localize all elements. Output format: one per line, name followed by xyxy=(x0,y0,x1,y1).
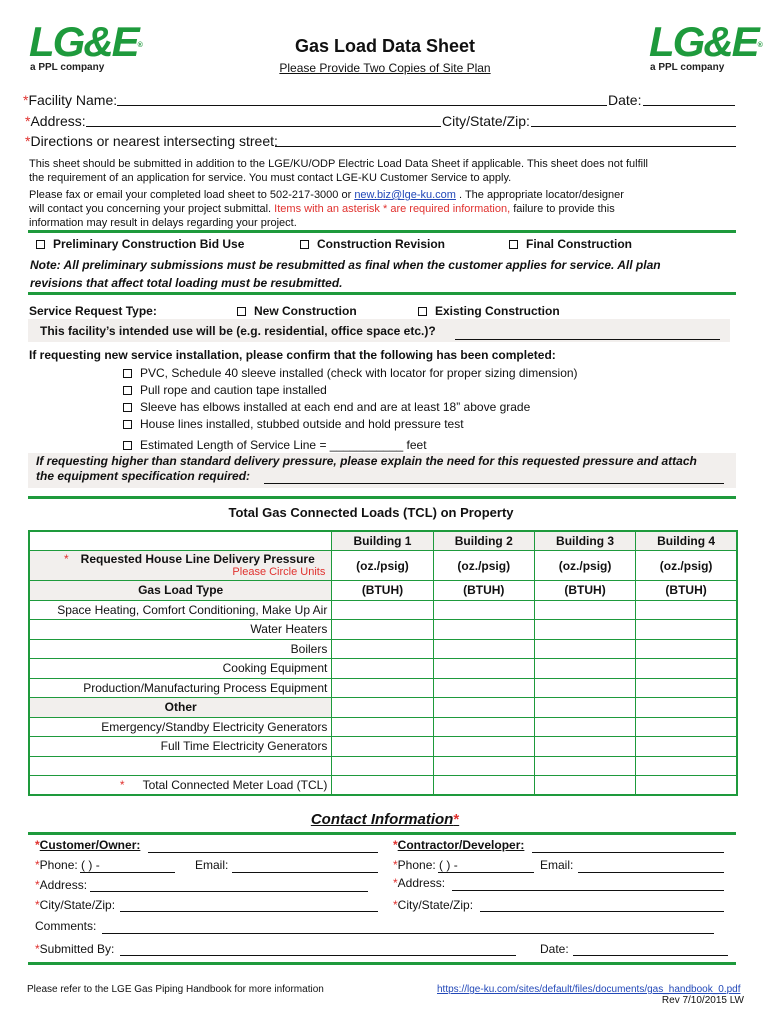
load-cell[interactable] xyxy=(433,756,534,776)
table-row xyxy=(29,698,737,718)
city-state-zip-label: City/State/Zip: xyxy=(442,113,530,129)
page-subtitle: Please Provide Two Copies of Site Plan xyxy=(279,61,491,75)
divider xyxy=(28,230,736,233)
total-cell[interactable] xyxy=(636,776,737,796)
checkbox-icon xyxy=(123,386,132,395)
contractor-email-label: Email: xyxy=(540,858,574,872)
lge-logo-right: LG&E® a PPL company xyxy=(649,18,763,73)
checklist-item-rope[interactable]: Pull rope and caution tape installed xyxy=(123,382,578,399)
load-cell[interactable] xyxy=(332,659,433,679)
customer-owner-field[interactable] xyxy=(148,852,378,853)
load-cell[interactable] xyxy=(636,659,737,679)
load-cell[interactable] xyxy=(433,678,534,698)
pressure-request-field[interactable] xyxy=(264,483,724,484)
divider xyxy=(28,496,736,499)
building-2-header: Building 2 xyxy=(433,531,534,551)
date-label: Date: xyxy=(608,92,642,108)
load-row-label: Boilers xyxy=(29,639,332,659)
checkbox-icon xyxy=(123,369,132,378)
table-row xyxy=(29,717,737,737)
pressure-unit-b2[interactable]: (oz./psig) xyxy=(433,551,534,581)
total-load-label: * Total Connected Meter Load (TCL) xyxy=(29,776,332,796)
btuh-unit: (BTUH) xyxy=(534,581,635,601)
load-cell[interactable] xyxy=(332,756,433,776)
load-cell[interactable] xyxy=(534,737,635,757)
submitted-by-label: *Submitted By: xyxy=(35,942,115,956)
contractor-address-label: *Address: xyxy=(393,876,446,890)
load-cell[interactable] xyxy=(636,698,737,718)
date-field[interactable] xyxy=(643,105,735,106)
load-cell[interactable] xyxy=(534,639,635,659)
pressure-request-text: If requesting higher than standard delivery pressure, please explain the need for this requested pressure and attach the equipment specification required: xyxy=(36,454,697,483)
contractor-city-field[interactable] xyxy=(480,911,724,912)
load-cell[interactable] xyxy=(534,756,635,776)
directions-field[interactable] xyxy=(275,146,736,147)
btuh-unit: (BTUH) xyxy=(636,581,737,601)
load-cell[interactable] xyxy=(332,600,433,620)
total-cell[interactable] xyxy=(433,776,534,796)
load-cell[interactable] xyxy=(534,620,635,640)
table-row xyxy=(29,678,737,698)
customer-address-label: *Address: xyxy=(35,878,88,892)
load-cell[interactable] xyxy=(534,659,635,679)
customer-address-field[interactable] xyxy=(90,891,368,892)
instructions-text: This sheet should be submitted in addition to the LGE/KU/ODP Electric Load Data Sheet if applicable. This sheet does not fulfill the requirement of an application for service. You must contact LGE-KU Customer Service to apply. xyxy=(29,158,649,184)
checkbox-icon xyxy=(509,240,518,249)
contractor-heading: *Contractor/Developer: xyxy=(393,838,525,852)
contractor-field[interactable] xyxy=(532,852,724,853)
load-row-label[interactable] xyxy=(29,756,332,776)
footer-note: Please refer to the LGE Gas Piping Handbook for more information xyxy=(27,984,324,995)
resubmission-note: Note: All preliminary submissions must be resubmitted as final when the customer applies for service. All plan revisions that affect total loading must be resubmitted. xyxy=(30,258,661,290)
load-cell[interactable] xyxy=(332,620,433,640)
load-cell[interactable] xyxy=(534,698,635,718)
building-4-header: Building 4 xyxy=(636,531,737,551)
tcl-heading: Total Gas Connected Loads (TCL) on Property xyxy=(228,505,514,520)
checklist xyxy=(123,365,578,454)
load-cell[interactable] xyxy=(636,756,737,776)
load-cell[interactable] xyxy=(332,717,433,737)
table-row xyxy=(29,620,737,640)
checklist-item-house-lines[interactable]: House lines installed, stubbed outside and hold pressure test xyxy=(123,416,578,433)
checklist-heading: If requesting new service installation, please confirm that the following has been completed: xyxy=(29,348,556,362)
facility-name-label: *Facility Name: xyxy=(23,92,118,108)
submission-instructions: Please fax or email your completed load sheet to 502-217-3000 or new.biz@lge-ku.com . The appropriate locator/designer will contact you concerning your project submittal. Items with an asterisk * are required information, failure to provide this information may result in delays regarding your project. xyxy=(29,189,624,229)
checklist-item-elbows[interactable]: Sleeve has elbows installed at each end and are at least 18” above grade xyxy=(123,399,578,416)
contact-title: Contact Information* xyxy=(310,811,460,828)
load-cell[interactable] xyxy=(433,717,534,737)
pressure-unit-b3[interactable]: (oz./psig) xyxy=(534,551,635,581)
load-row-label: Emergency/Standby Electricity Generators xyxy=(29,717,332,737)
load-row-label: Cooking Equipment xyxy=(29,659,332,679)
intended-use-label: This facility’s intended use will be (e.g. residential, office space etc.)? xyxy=(40,324,436,338)
load-cell[interactable] xyxy=(636,737,737,757)
load-cell[interactable] xyxy=(433,620,534,640)
checkbox-icon xyxy=(123,420,132,429)
checkbox-icon xyxy=(123,403,132,412)
customer-phone-label: *Phone: ( ) - xyxy=(35,858,100,872)
customer-city-field[interactable] xyxy=(120,911,378,912)
load-cell[interactable] xyxy=(332,678,433,698)
customer-owner-heading: *Customer/Owner: xyxy=(35,838,141,852)
load-cell[interactable] xyxy=(534,600,635,620)
lge-logo-left: LG&E® a PPL company xyxy=(29,18,143,73)
gas-load-type-header: Gas Load Type xyxy=(29,581,332,601)
address-field[interactable] xyxy=(86,126,441,127)
contractor-address-field[interactable] xyxy=(452,890,724,891)
load-cell[interactable] xyxy=(433,737,534,757)
comments-label: Comments: xyxy=(35,919,97,933)
checkbox-icon xyxy=(418,307,427,316)
logo-tagline: a PPL company xyxy=(650,62,725,73)
checkbox-existing-construction[interactable]: Existing Construction xyxy=(418,304,560,318)
table-row xyxy=(29,737,737,757)
divider xyxy=(28,962,736,965)
checkbox-icon xyxy=(36,240,45,249)
address-label: *Address: xyxy=(25,113,86,129)
comments-field[interactable] xyxy=(102,933,714,934)
logo-text: LG&E xyxy=(649,18,758,65)
load-cell[interactable] xyxy=(534,678,635,698)
checkbox-final[interactable]: Final Construction xyxy=(509,237,632,251)
divider xyxy=(28,832,736,835)
total-cell[interactable] xyxy=(534,776,635,796)
total-cell[interactable] xyxy=(332,776,433,796)
logo-tagline: a PPL company xyxy=(30,62,105,73)
load-cell[interactable] xyxy=(534,717,635,737)
city-state-zip-field[interactable] xyxy=(531,126,736,127)
load-cell[interactable] xyxy=(636,639,737,659)
checkbox-new-construction[interactable]: New Construction xyxy=(237,304,357,318)
checklist-item-length[interactable]: Estimated Length of Service Line = ___________ feet xyxy=(123,437,578,454)
checkbox-icon xyxy=(300,240,309,249)
load-cell[interactable] xyxy=(433,600,534,620)
load-cell[interactable] xyxy=(636,600,737,620)
load-row-label: Water Heaters xyxy=(29,620,332,640)
contractor-city-label: *City/State/Zip: xyxy=(393,898,474,912)
contractor-phone-field[interactable] xyxy=(438,872,534,873)
building-3-header: Building 3 xyxy=(534,531,635,551)
checklist-item-pvc[interactable]: PVC, Schedule 40 sleeve installed (check with locator for proper sizing dimension) xyxy=(123,365,578,382)
revision-label: Rev 7/10/2015 LW xyxy=(661,995,744,1006)
load-cell[interactable] xyxy=(332,737,433,757)
facility-name-field[interactable] xyxy=(117,105,607,106)
tcl-table xyxy=(28,530,738,796)
contractor-phone-label: *Phone: ( ) - xyxy=(393,858,458,872)
divider xyxy=(28,292,736,295)
directions-label: *Directions or nearest intersecting street: xyxy=(25,133,278,149)
pressure-unit-b1[interactable]: (oz./psig) xyxy=(332,551,433,581)
load-cell[interactable] xyxy=(636,717,737,737)
load-cell[interactable] xyxy=(332,639,433,659)
load-row-label: Production/Manufacturing Process Equipment xyxy=(29,678,332,698)
table-row xyxy=(29,639,737,659)
pressure-row-label: * Requested House Line Delivery Pressure Please Circle Units xyxy=(29,551,332,581)
btuh-unit: (BTUH) xyxy=(433,581,534,601)
intended-use-field[interactable] xyxy=(455,339,720,340)
checkbox-preliminary[interactable]: Preliminary Construction Bid Use xyxy=(36,237,244,251)
btuh-unit: (BTUH) xyxy=(332,581,433,601)
handbook-link[interactable]: https://lge-ku.com/sites/default/files/documents/gas_handbook_0.pdf xyxy=(437,984,741,995)
contractor-email-field[interactable] xyxy=(578,872,724,873)
table-row xyxy=(29,600,737,620)
submitted-date-label: Date: xyxy=(540,942,569,956)
checkbox-icon xyxy=(123,441,132,450)
customer-email-label: Email: xyxy=(195,858,229,872)
other-header: Other xyxy=(29,698,332,718)
customer-city-label: *City/State/Zip: xyxy=(35,898,116,912)
checkbox-icon xyxy=(237,307,246,316)
load-cell[interactable] xyxy=(636,620,737,640)
page-title: Gas Load Data Sheet xyxy=(294,36,476,56)
table-corner xyxy=(29,531,332,551)
customer-phone-field[interactable] xyxy=(80,872,175,873)
load-cell[interactable] xyxy=(433,659,534,679)
logo-text: LG&E xyxy=(29,18,138,65)
customer-email-field[interactable] xyxy=(232,872,378,873)
submitted-date-field[interactable] xyxy=(573,955,728,956)
pressure-unit-b4[interactable]: (oz./psig) xyxy=(636,551,737,581)
load-cell[interactable] xyxy=(332,698,433,718)
email-link[interactable]: new.biz@lge-ku.com xyxy=(354,189,456,201)
table-row xyxy=(29,776,737,796)
load-cell[interactable] xyxy=(433,698,534,718)
load-row-label: Space Heating, Comfort Conditioning, Make Up Air xyxy=(29,600,332,620)
submitted-by-field[interactable] xyxy=(120,955,516,956)
load-row-label: Full Time Electricity Generators xyxy=(29,737,332,757)
load-cell[interactable] xyxy=(636,678,737,698)
table-row xyxy=(29,659,737,679)
load-cell[interactable] xyxy=(433,639,534,659)
table-row xyxy=(29,756,737,776)
checkbox-revision[interactable]: Construction Revision xyxy=(300,237,445,251)
building-1-header: Building 1 xyxy=(332,531,433,551)
service-request-label: Service Request Type: xyxy=(29,304,157,318)
